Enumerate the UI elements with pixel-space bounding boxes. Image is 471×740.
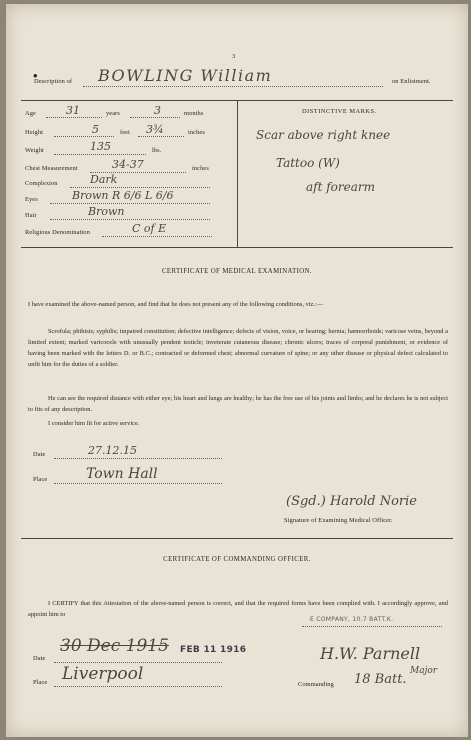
- co-date-dotline: [54, 662, 222, 663]
- medical-fit: I consider him fit for active service.: [48, 420, 140, 427]
- complexion-value: Dark: [90, 173, 118, 186]
- weight-label: Weight: [25, 147, 44, 154]
- unit-stamp: E COMPANY, 10.7 BATT.K.: [310, 616, 394, 623]
- medical-conditions: Scrofula; phthisis; syphilis; impaired constitution; defective intelligence; defects of vision, voice, or hearing; hernia; hæmorrhoids; varicose veins, beyond a limited extent; marked varicocele with unusually pendent testicle; inveterate cutaneous disease; chronic ulcers; traces of corporal punishment, or evidence of having been marked with the letters D. or B.C.; contracted or deformed chest; abnormal curvature of spine; or any other disease or physical defect calculated to unfit him for the duties of a soldier.: [28, 328, 448, 368]
- height-inches-value: 3¾: [146, 123, 164, 136]
- co-place-value: Liverpool: [62, 664, 144, 684]
- age-months-value: 3: [154, 104, 161, 117]
- height-feet-value: 5: [92, 123, 99, 136]
- table-divider: [237, 100, 238, 247]
- co-date-struck: 30 Dec 1915: [60, 636, 169, 656]
- height-label: Height: [25, 129, 43, 136]
- page-number: 3: [232, 53, 236, 60]
- medical-intro: I have examined the above-named person, and find that he does not present any of the following conditions, viz.:—: [28, 301, 324, 308]
- eyes-dotline: [50, 203, 210, 204]
- co-date-stamp: FEB 11 1916: [180, 645, 247, 655]
- complexion-dotline: [70, 187, 210, 188]
- chest-label: Chest Measurement: [25, 165, 78, 172]
- months-label: months: [184, 110, 204, 117]
- commanding-text: I CERTIFY that this Attestation of the above-named person is correct, and that the required forms have been complied with. I accordingly approve, and appoint him to: [28, 600, 448, 618]
- margin-mark: •: [33, 68, 38, 83]
- medical-date-dotline: [54, 458, 222, 459]
- medical-distance: He can see the required distance with either eye; his heart and lungs are healthy; he has the free use of his joints and limbs; and he declares he is not subject to fits of any description.: [28, 395, 448, 413]
- mark-line-3: aft forearm: [306, 180, 376, 194]
- feet-label: feet: [120, 129, 130, 136]
- distinctive-marks-heading: DISTINCTIVE MARKS.: [302, 108, 377, 115]
- age-years-value: 31: [66, 104, 80, 117]
- religion-dotline: [102, 236, 212, 237]
- medical-heading: CERTIFICATE OF MEDICAL EXAMINATION.: [161, 268, 313, 275]
- co-unit: 18 Batt.: [354, 672, 407, 687]
- weight-dotline: [54, 154, 146, 155]
- years-label: years: [106, 110, 120, 117]
- hair-dotline: [50, 219, 210, 220]
- mark-line-2: Tattoo (W): [276, 156, 340, 170]
- description-dotline: [83, 86, 383, 87]
- medical-signature-caption: Signature of Examining Medical Officer.: [284, 517, 393, 524]
- description-suffix: on Enlistment.: [392, 78, 431, 85]
- hair-value: Brown: [88, 205, 125, 218]
- co-place-label: Place: [33, 679, 48, 686]
- age-months-dotline: [130, 117, 180, 118]
- medical-date-label: Date: [33, 451, 46, 458]
- commanding-heading: CERTIFICATE OF COMMANDING OFFICER.: [163, 556, 311, 563]
- commanding-label: Commanding: [298, 681, 334, 688]
- complexion-label: Complexion: [25, 180, 58, 187]
- hair-label: Hair: [25, 212, 37, 219]
- table-bottom-border: [21, 247, 453, 248]
- co-date-label: Date: [33, 655, 46, 662]
- height-inches-dotline: [138, 136, 184, 137]
- co-place-dotline: [54, 686, 222, 687]
- medical-place-dotline: [54, 483, 222, 484]
- medical-place-value: Town Hall: [86, 466, 158, 482]
- chest-value: 34-37: [112, 158, 144, 171]
- religion-label: Religious Denomination: [25, 229, 90, 236]
- co-signature: H.W. Parnell: [320, 644, 421, 663]
- medical-officer-signature: (Sgd.) Harold Norie: [286, 494, 417, 509]
- section-divider: [21, 538, 453, 539]
- religion-value: C of E: [132, 222, 167, 235]
- weight-value: 135: [90, 140, 111, 153]
- co-rank: Major: [410, 666, 438, 676]
- eyes-label: Eyes: [25, 196, 38, 203]
- description-prefix: Description of: [34, 78, 73, 85]
- mark-line-1: Scar above right knee: [256, 128, 391, 142]
- medical-date-value: 27.12.15: [88, 444, 137, 457]
- medical-place-label: Place: [33, 476, 48, 483]
- attestation-page: [6, 4, 468, 737]
- appoint-dotline: [302, 626, 442, 627]
- age-years-dotline: [46, 117, 102, 118]
- eyes-value: Brown R 6/6 L 6/6: [72, 189, 174, 202]
- height-feet-dotline: [54, 136, 114, 137]
- soldier-name: BOWLING William: [98, 66, 273, 85]
- inches-label: inches: [188, 129, 205, 136]
- chest-inches-label: inches: [192, 165, 209, 172]
- age-label: Age: [25, 110, 36, 117]
- lbs-label: lbs.: [152, 147, 162, 154]
